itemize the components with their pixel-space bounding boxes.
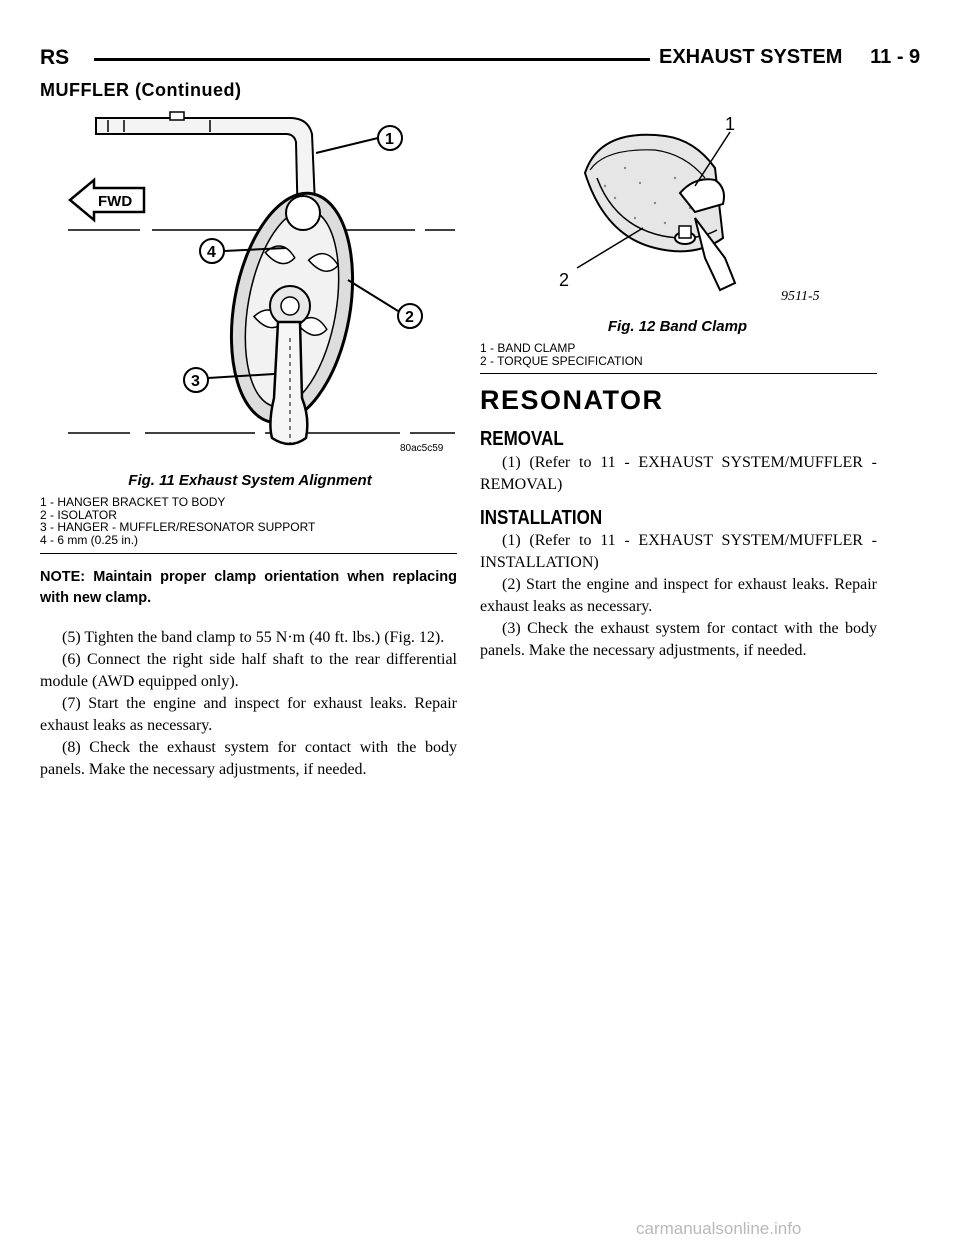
figure-12-legend: [480, 342, 643, 367]
section-continued-title: MUFFLER (Continued): [40, 80, 242, 100]
removal-heading: REMOVAL: [480, 428, 564, 450]
header-right: EXHAUST SYSTEM 11 - 9: [659, 46, 921, 68]
resonator-title: RESONATOR: [480, 385, 664, 415]
callout-1: 1: [385, 131, 394, 148]
figure-12-code: 9511-5: [781, 289, 820, 304]
watermark: carmanualsonline.info: [636, 1219, 802, 1238]
figure-11-illustration: [60, 108, 460, 468]
figure-12-illustration: [545, 108, 880, 316]
installation-step-3: (3) Check the exhaust system for contact with the body panels. Make the necessary adjustments, if needed.: [480, 620, 877, 659]
step-7: (7) Start the engine and inspect for exhaust leaks. Repair exhaust leaks as necessary.: [40, 695, 457, 734]
fwd-label: FWD: [98, 193, 133, 210]
callout-4: 4: [207, 244, 216, 261]
legend-item: 1 - BAND CLAMP: [480, 341, 576, 355]
figure-11-legend: [40, 496, 315, 546]
callout-2: 2: [559, 270, 570, 290]
callout-3: 3: [191, 373, 200, 390]
header-rule: [94, 58, 650, 61]
figure-11-code: 80ac5c59: [400, 443, 444, 454]
header-left: RS: [40, 46, 70, 69]
legend-item: 1 - HANGER BRACKET TO BODY: [40, 495, 226, 509]
legend-item: 4 - 6 mm (0.25 in.): [40, 532, 139, 547]
step-8: (8) Check the exhaust system for contact with the body panels. Make the necessary adjustments, if needed.: [40, 739, 457, 778]
figure-11-rule: [40, 553, 457, 554]
legend-item: 2 - ISOLATOR: [40, 507, 117, 522]
callout-2: 2: [405, 309, 414, 326]
figure-12-rule: [480, 373, 877, 374]
figure-12-title: Fig. 12 Band Clamp: [607, 318, 748, 335]
installation-steps: [480, 530, 877, 662]
legend-item: 2 - TORQUE SPECIFICATION: [480, 353, 643, 368]
callout-1: 1: [725, 114, 736, 134]
legend-item: 3 - HANGER - MUFFLER/RESONATOR SUPPORT: [40, 520, 316, 534]
step-6: (6) Connect the right side half shaft to the rear differential module (AWD equipped only).: [40, 651, 457, 690]
clamp-orientation-note: NOTE: Maintain proper clamp orientation when replacing with new clamp.: [40, 569, 457, 606]
installation-heading: INSTALLATION: [480, 507, 603, 529]
installation-step-2: (2) Start the engine and inspect for exhaust leaks. Repair exhaust leaks as necessary.: [480, 576, 877, 615]
figure-11-title: Fig. 11 Exhaust System Alignment: [128, 472, 372, 489]
removal-steps: [480, 452, 877, 496]
installation-step-1: (1) (Refer to 11 - EXHAUST SYSTEM/MUFFLER - INSTALLATION): [480, 532, 877, 571]
removal-step-1: (1) (Refer to 11 - EXHAUST SYSTEM/MUFFLER - REMOVAL): [480, 454, 877, 493]
step-5: (5) Tighten the band clamp to 55 N·m (40 ft. lbs.) (Fig. 12).: [62, 629, 445, 646]
muffler-steps: [40, 627, 457, 781]
